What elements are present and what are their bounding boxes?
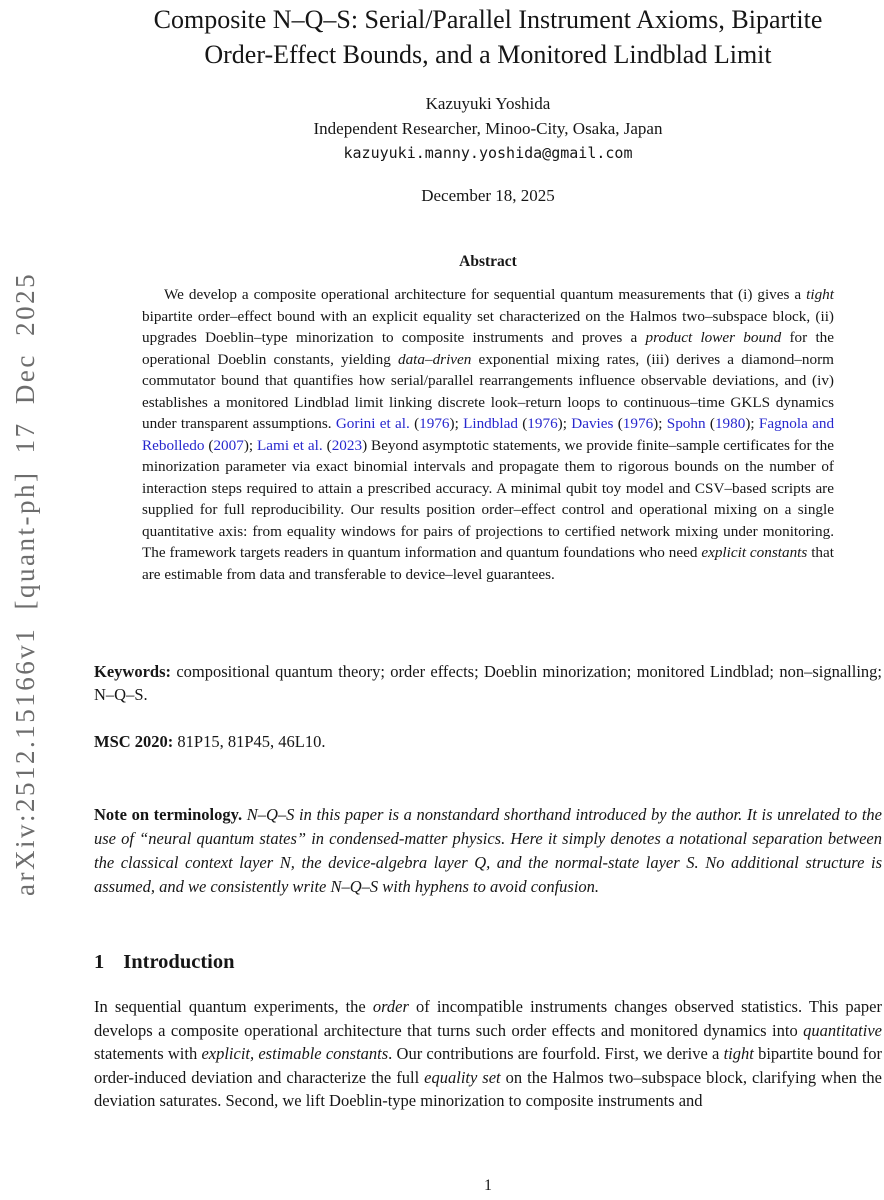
- text-segment: bipartite order–effect bound with an explicit equality set characterized on the Halmos two–subspace block, (ii) upgrades Doeblin–type minorization to composite instruments and proves a: [142, 307, 834, 346]
- text-segment: In sequential quantum experiments, the: [94, 997, 373, 1016]
- citation-link[interactable]: Lindblad: [463, 415, 518, 432]
- text-segment: (: [517, 415, 528, 432]
- text-segment: MSC 2020:: [94, 732, 178, 751]
- text-segment: );: [745, 415, 759, 432]
- text-segment: . Our contributions are fourfold. First, we derive a: [388, 1044, 724, 1063]
- citation-link[interactable]: 1976: [419, 415, 450, 432]
- citation-link[interactable]: 2007: [213, 436, 244, 454]
- arxiv-identifier-banner: arXiv:2512.15166v1 [quant-ph] 17 Dec 2025: [10, 271, 40, 896]
- text-segment: (: [705, 415, 715, 432]
- section-number: 1: [94, 951, 105, 973]
- text-segment: bipartite bound for order-induced deviation and characterize the full: [94, 1044, 883, 1087]
- text-segment: (: [204, 436, 214, 454]
- text-segment: ) Beyond asymptotic statements, we provide finite–sample certificates for the minorization parameter via exact binomial intervals and propagate them to rigorous bounds on the number of interaction steps required to attain a prescribed accuracy. A minimal qubit toy model and CSV–based scripts are supplied for full reproducibility. Our results position order–effect control and operational mixing on a single quantitative axis: from equality windows for pairs of projections to certified network mixing under monitoring. The framework targets readers in quantum information and quantum foundations who need: [142, 436, 834, 561]
- paper-date: December 18, 2025: [421, 186, 555, 205]
- text-segment: exponential mixing rates, (iii) derives a diamond–norm commutator bound that quantifies how serial/parallel rearrangements influence observable deviations, and (iv) establishes a monitored Lindblad limit linking discrete look–return loops to continuous–time GKLS dynamics under transparent assumptions.: [142, 350, 834, 432]
- text-segment: product lower bound: [645, 329, 782, 346]
- text-segment: statements with: [94, 1044, 202, 1063]
- paper-title: [94, 2, 882, 72]
- abstract-heading: Abstract: [459, 253, 517, 270]
- text-segment: explicit, estimable constants: [201, 1044, 389, 1063]
- citation-link[interactable]: Spohn: [666, 415, 706, 432]
- abstract-section: [142, 253, 834, 644]
- text-segment: );: [653, 415, 667, 432]
- section-title: Introduction: [123, 951, 235, 973]
- citation-link[interactable]: Davies: [571, 415, 614, 432]
- citation-link[interactable]: 1976: [527, 415, 558, 432]
- text-segment: );: [243, 436, 258, 454]
- text-segment: of incompatible instruments changes observed statistics. This paper develops a composite operational architecture that turns such order effects and monitored dynamics into: [94, 997, 882, 1040]
- text-segment: explicit constants: [701, 544, 808, 561]
- text-segment: );: [557, 415, 572, 432]
- text-segment: compositional quantum theory; order effects; Doeblin minorization; monitored Lindblad; non–signalling; N–Q–S.: [94, 662, 882, 704]
- text-segment: equality set: [424, 1067, 501, 1087]
- text-segment: on the Halmos two–subspace block, clarifying when the deviation saturates. Second, we lift Doeblin-type minorization to composite instruments and: [94, 1067, 882, 1110]
- citation-link[interactable]: 1976: [622, 415, 654, 432]
- citation-link[interactable]: Lami et al.: [257, 436, 323, 454]
- author-name: Kazuyuki Yoshida: [425, 94, 551, 113]
- msc-2020-line: [94, 730, 882, 753]
- paper-title-line-2: Order-Effect Bounds, and a Monitored Lindblad Limit: [204, 40, 772, 69]
- text-segment: tight: [723, 1044, 754, 1063]
- citation-link[interactable]: 1980: [714, 415, 746, 432]
- page-number: 1: [484, 1177, 492, 1194]
- content-column: [94, 0, 882, 1113]
- text-segment: 81P15, 81P45, 46L10.: [177, 732, 326, 751]
- citation-link[interactable]: 2023: [331, 436, 363, 454]
- text-segment: We develop a composite operational architecture for sequential quantum measurements that (i) gives a: [164, 286, 807, 303]
- keywords-line: [94, 660, 882, 706]
- author-email: kazuyuki.manny.yoshida@gmail.com: [343, 144, 633, 162]
- text-segment: (: [322, 436, 332, 454]
- text-segment: );: [449, 415, 464, 432]
- text-segment: quantitative: [803, 1020, 882, 1040]
- text-segment: N–Q–S in this paper is a nonstandard shorthand introduced by the author. It is unrelated to the use of “neural quantum states” in condensed-matter physics. Here it simply denotes a notational separation between the classical context layer N, the device-algebra layer Q, and the normal-state layer S. No additional structure is assumed, and we consistently write N–Q–S with hyphens to avoid confusion.: [94, 805, 882, 896]
- text-segment: (: [613, 415, 623, 432]
- terminology-note: [94, 803, 882, 921]
- text-segment: (: [409, 415, 420, 432]
- text-segment: Note on terminology.: [94, 805, 247, 824]
- author-affiliation: Independent Researcher, Minoo-City, Osaka, Japan: [313, 118, 663, 138]
- text-segment: order: [372, 997, 409, 1016]
- text-segment: for the operational Doeblin constants, yielding: [142, 329, 835, 368]
- text-segment: that are estimable from data and transferable to device–level guarantees.: [142, 544, 834, 583]
- paper-title-line-1: Composite N–Q–S: Serial/Parallel Instrument Axioms, Bipartite: [153, 5, 823, 34]
- text-segment: tight: [806, 286, 834, 303]
- text-segment: Keywords:: [94, 662, 177, 681]
- introduction-paragraph: [94, 995, 882, 1113]
- section-heading-introduction: [94, 951, 882, 974]
- citation-link[interactable]: Gorini et al.: [335, 415, 410, 432]
- citation-link[interactable]: Fagnola and Rebolledo: [142, 415, 835, 454]
- abstract-text: [142, 284, 834, 644]
- text-segment: data–driven: [397, 350, 472, 368]
- author-block: [94, 92, 882, 166]
